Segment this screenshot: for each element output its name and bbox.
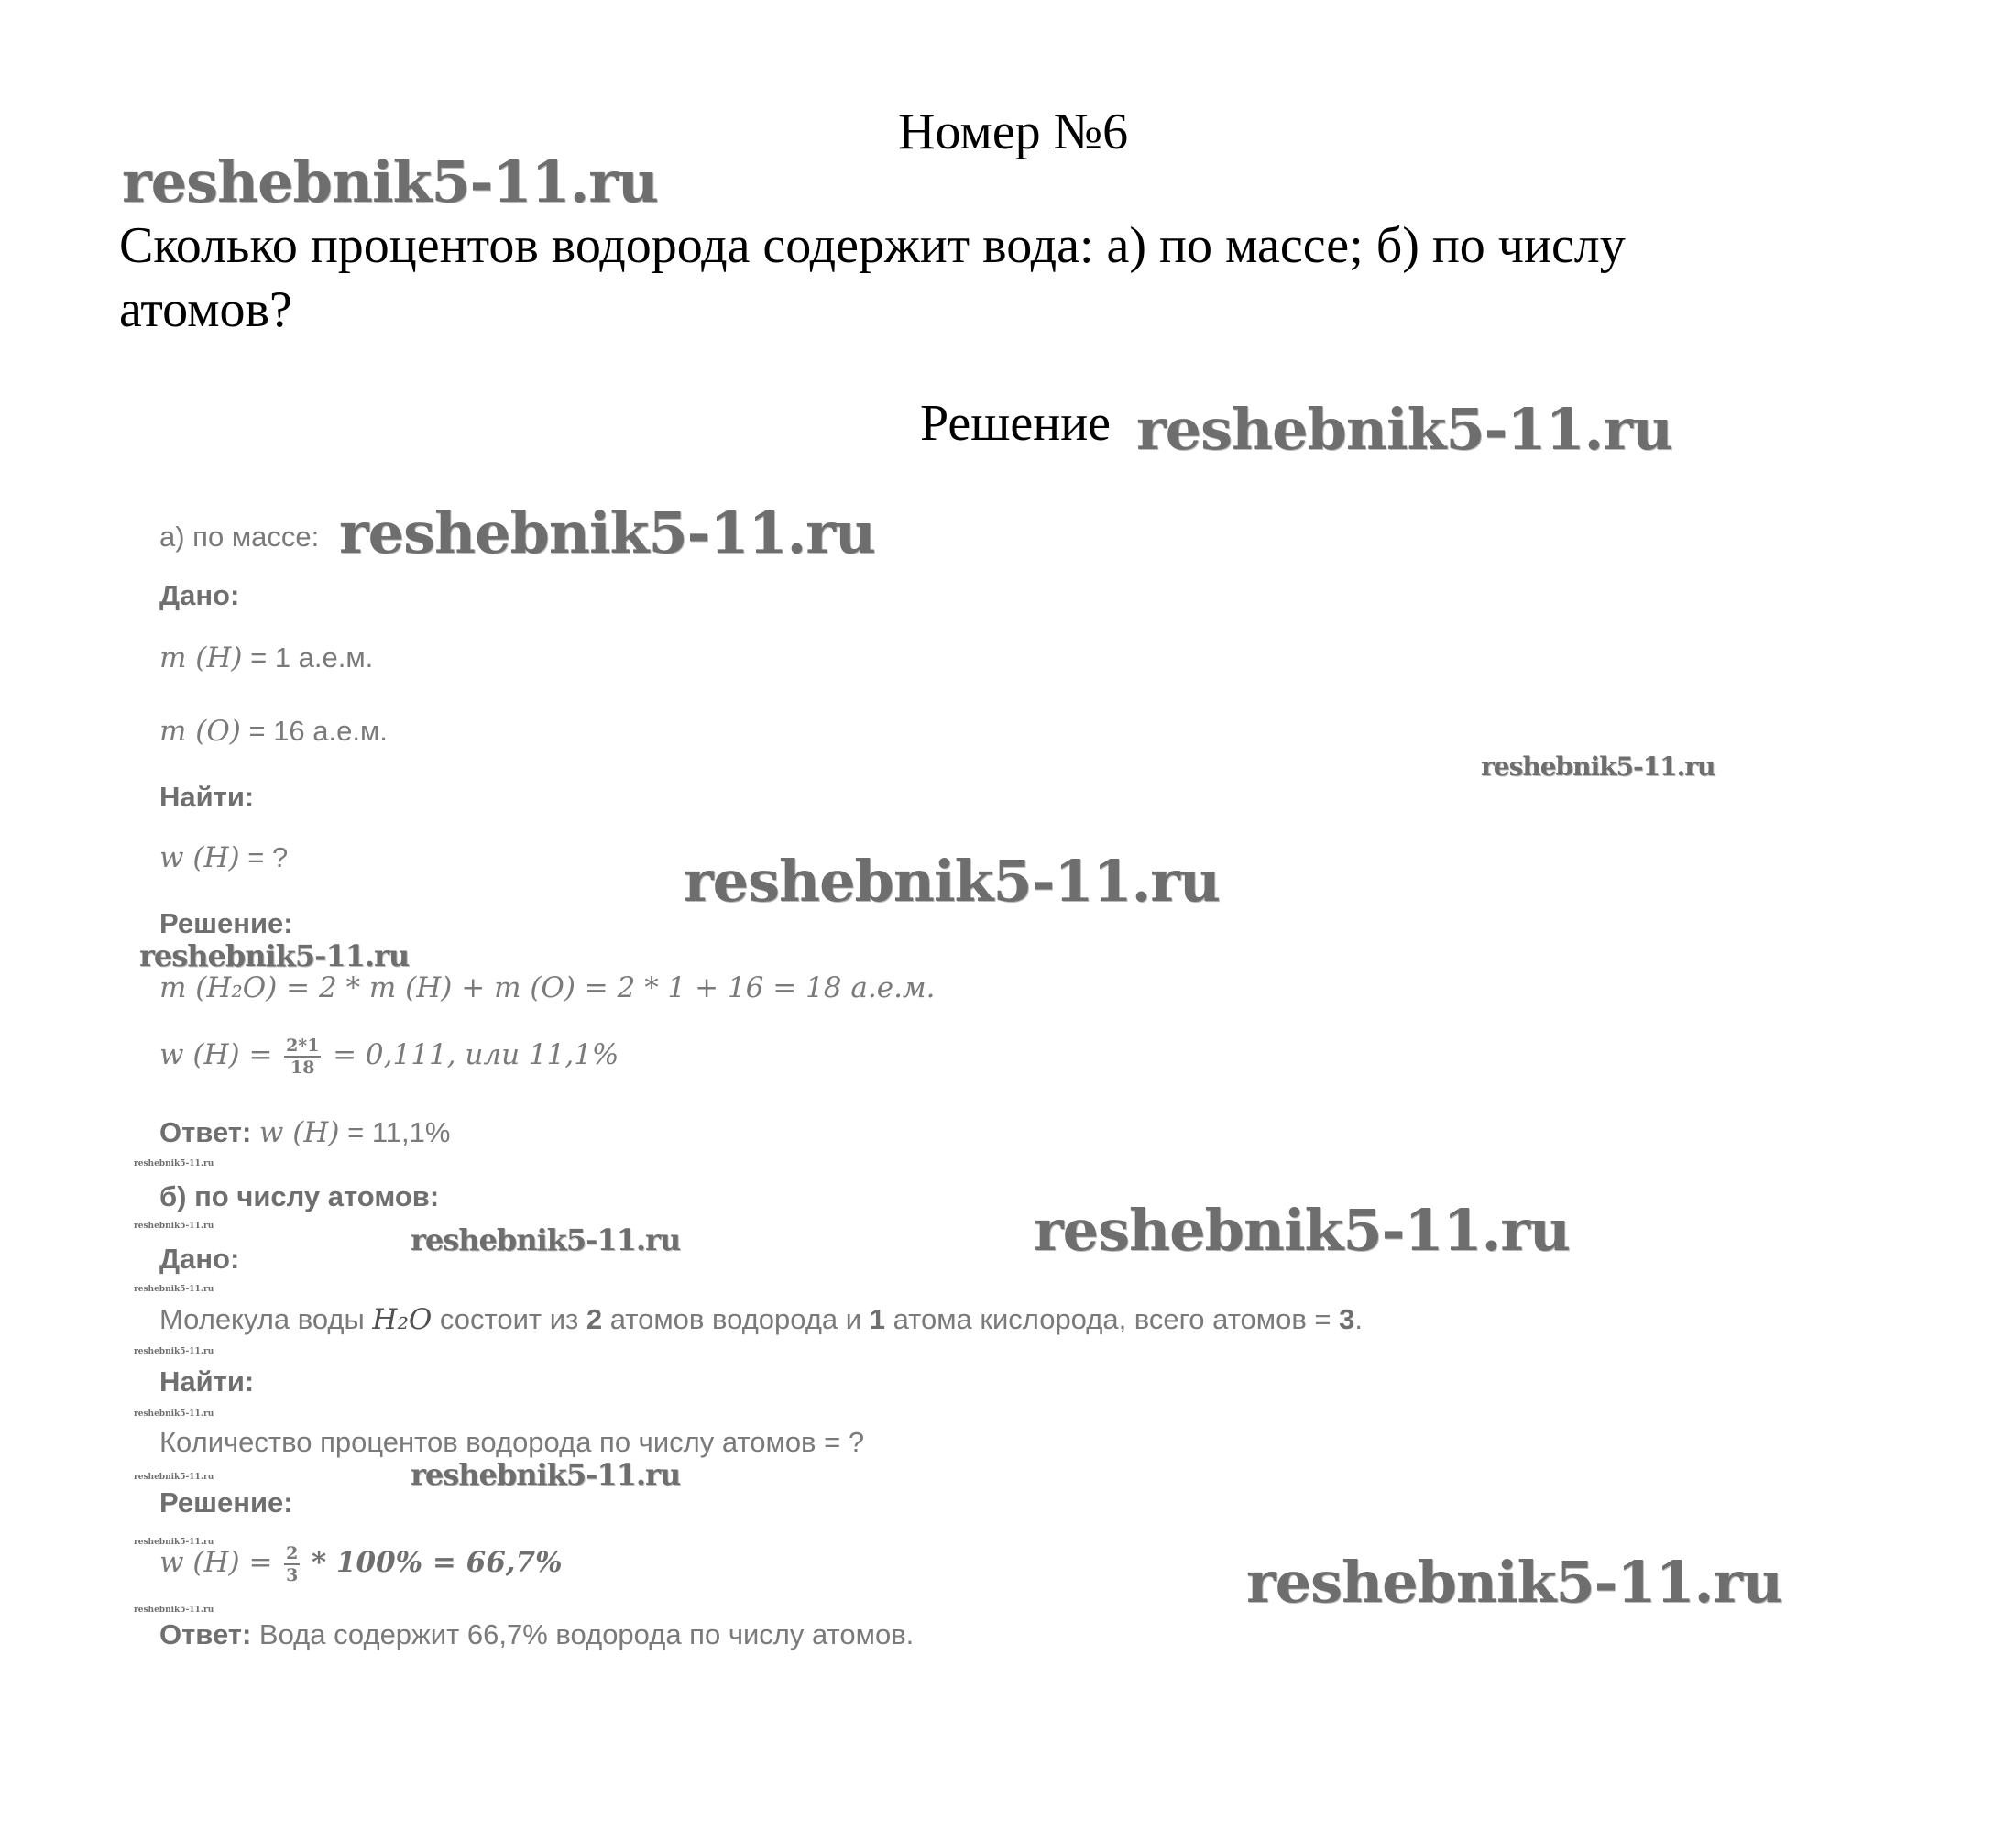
part-b-step [159, 1543, 563, 1585]
watermark: reshebnik5-11.ru [134, 1285, 214, 1294]
math-expr: w (H) = [159, 1546, 273, 1580]
watermark: reshebnik5-11.ru [1034, 1197, 1570, 1264]
text-fragment: состоит из [432, 1303, 586, 1335]
page-number-title: Номер №6 [898, 104, 1129, 160]
text-fragment: . [1354, 1303, 1364, 1335]
watermark: reshebnik5-11.ru [1246, 1549, 1782, 1616]
part-b-find-label: Найти: [159, 1365, 255, 1398]
part-a-given-2 [159, 715, 388, 748]
part-a-solution-label: Решение: [159, 907, 293, 939]
fraction-denominator: 18 [290, 1058, 315, 1078]
watermark: reshebnik5-11.ru [134, 1409, 214, 1419]
fraction-numerator: 2 [286, 1543, 299, 1563]
question-line-2: атомов? [119, 281, 292, 338]
watermark: reshebnik5-11.ru [134, 1606, 214, 1615]
given-value: = 1 а.е.м. [242, 641, 374, 674]
part-a-step-2 [159, 1036, 619, 1078]
part-a-title: а) по массе: [159, 521, 320, 553]
formula: H₂O [372, 1303, 433, 1336]
watermark: reshebnik5-11.ru [134, 1222, 214, 1231]
watermark: reshebnik5-11.ru [411, 1457, 681, 1492]
part-b-solution-label: Решение: [159, 1486, 293, 1519]
answer-value: = 11,1% [339, 1116, 451, 1148]
answer-text: Вода содержит 66,7% водорода по числу атомов. [251, 1618, 915, 1650]
fraction-denominator: 3 [286, 1565, 299, 1585]
watermark: reshebnik5-11.ru [139, 938, 410, 973]
number: 1 [869, 1303, 885, 1335]
part-b-given-text [159, 1303, 1363, 1336]
math-expr: w (H) [258, 1116, 340, 1149]
watermark: reshebnik5-11.ru [134, 1473, 214, 1482]
part-b-answer [159, 1618, 914, 1651]
part-a-find [159, 841, 288, 874]
math-expr: * 100% = 66,7% [311, 1546, 563, 1580]
question-line-1: Сколько процентов водорода содержит вода: а) по массе; б) по числу [119, 217, 1626, 274]
watermark: reshebnik5-11.ru [134, 1538, 214, 1547]
part-a-step-1 [159, 971, 935, 1004]
find-value: = ? [239, 841, 289, 873]
answer-label: Ответ: [159, 1618, 252, 1650]
fraction [284, 1543, 300, 1585]
part-a-find-label: Найти: [159, 781, 255, 813]
part-a-given-1 [159, 641, 373, 674]
fraction [284, 1036, 321, 1078]
given-value: = 16 а.е.м. [240, 715, 388, 747]
math-expr: m (H) [159, 641, 243, 674]
watermark: reshebnik5-11.ru [122, 148, 658, 215]
watermark: reshebnik5-11.ru [134, 1347, 214, 1356]
fraction-numerator: 2*1 [286, 1036, 320, 1056]
text-fragment: атомов водорода и [602, 1303, 870, 1335]
number: 2 [586, 1303, 603, 1335]
solution-heading: Решение [920, 395, 1112, 452]
text-fragment: атома кислорода, всего атомов = [884, 1303, 1340, 1335]
part-a-given-label: Дано: [159, 579, 240, 611]
watermark: reshebnik5-11.ru [134, 1159, 214, 1168]
text-fragment: Молекула воды [159, 1303, 373, 1335]
part-b-given-label: Дано: [159, 1243, 240, 1275]
watermark: reshebnik5-11.ru [1136, 396, 1672, 463]
part-b-find-text: Количество процентов водорода по числу атомов = ? [159, 1426, 865, 1458]
watermark: reshebnik5-11.ru [684, 848, 1220, 915]
number: 3 [1339, 1303, 1355, 1335]
math-expr: = 0,111, или 11,1% [333, 1038, 619, 1072]
part-a-answer [159, 1116, 450, 1149]
math-expr: w (H) = [159, 1038, 273, 1072]
watermark: reshebnik5-11.ru [1481, 751, 1715, 782]
math-expr: m (H₂O) = 2 * m (H) + m (O) = 2 * 1 + 16 = 18 а.е.м. [159, 971, 936, 1004]
answer-label: Ответ: [159, 1116, 252, 1148]
math-expr: m (O) [159, 715, 241, 748]
part-b-title: б) по числу атомов: [159, 1180, 440, 1212]
watermark: reshebnik5-11.ru [411, 1222, 681, 1257]
math-expr: w (H) [159, 841, 240, 874]
watermark: reshebnik5-11.ru [339, 499, 875, 566]
